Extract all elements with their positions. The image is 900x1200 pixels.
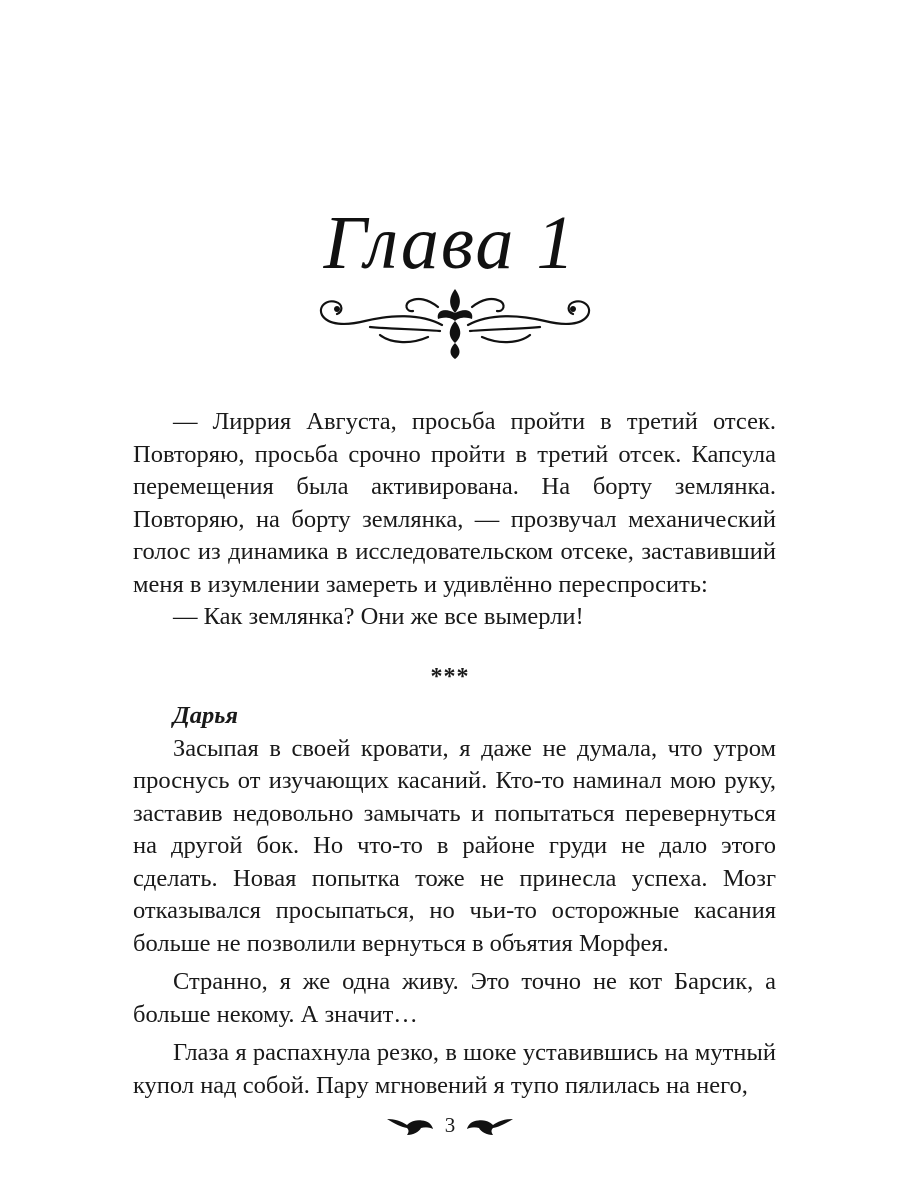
scene-separator: *** xyxy=(430,664,470,690)
chapter-title: Глава 1 xyxy=(323,201,577,285)
paragraph: Глаза я распахнула резко, в шоке уставившись на мутный купол над собой. Пару мгновений я тупо пялилась на него, xyxy=(133,1039,776,1099)
swallow-left-icon xyxy=(385,1113,435,1137)
page-number: 3 xyxy=(444,1112,456,1137)
paragraph: — Лиррия Августа, просьба пройти в третий отсек. Повторяю, просьба срочно пройти в третий отсек. Капсула перемещения была активирована. На борту землянка. Повторяю, на борту землянка, — прозвучал механический голос из динамика в исследовательском отсеке, заставивший меня в изумлении замереть и удивлённо переспросить: xyxy=(133,408,776,598)
paragraph: Странно, я же одна живу. Это точно не кот Барсик, а больше некому. А значит… xyxy=(133,968,776,1028)
page-footer xyxy=(0,1110,900,1140)
fleuron-ornament-icon xyxy=(310,285,600,360)
paragraph: — Как землянка? Они же все вымерли! xyxy=(173,603,584,630)
opening-text xyxy=(133,406,776,634)
section-text xyxy=(133,700,776,1102)
swallow-right-icon xyxy=(465,1113,515,1137)
pov-heading: Дарья xyxy=(173,702,239,729)
paragraph: Засыпая в своей кровати, я даже не думала, что утром проснусь от изучающих касаний. Кто-то наминал мою руку, заставив недовольно замычать и попытаться перевернуться на другой бок. Но что-то в районе груди не дало этого сделать. Новая попытка тоже не принесла успеха. Мозг отказывался просыпаться, но чьи-то осторожные касания больше не позволили вернуться в объятия Морфея. xyxy=(133,734,776,957)
